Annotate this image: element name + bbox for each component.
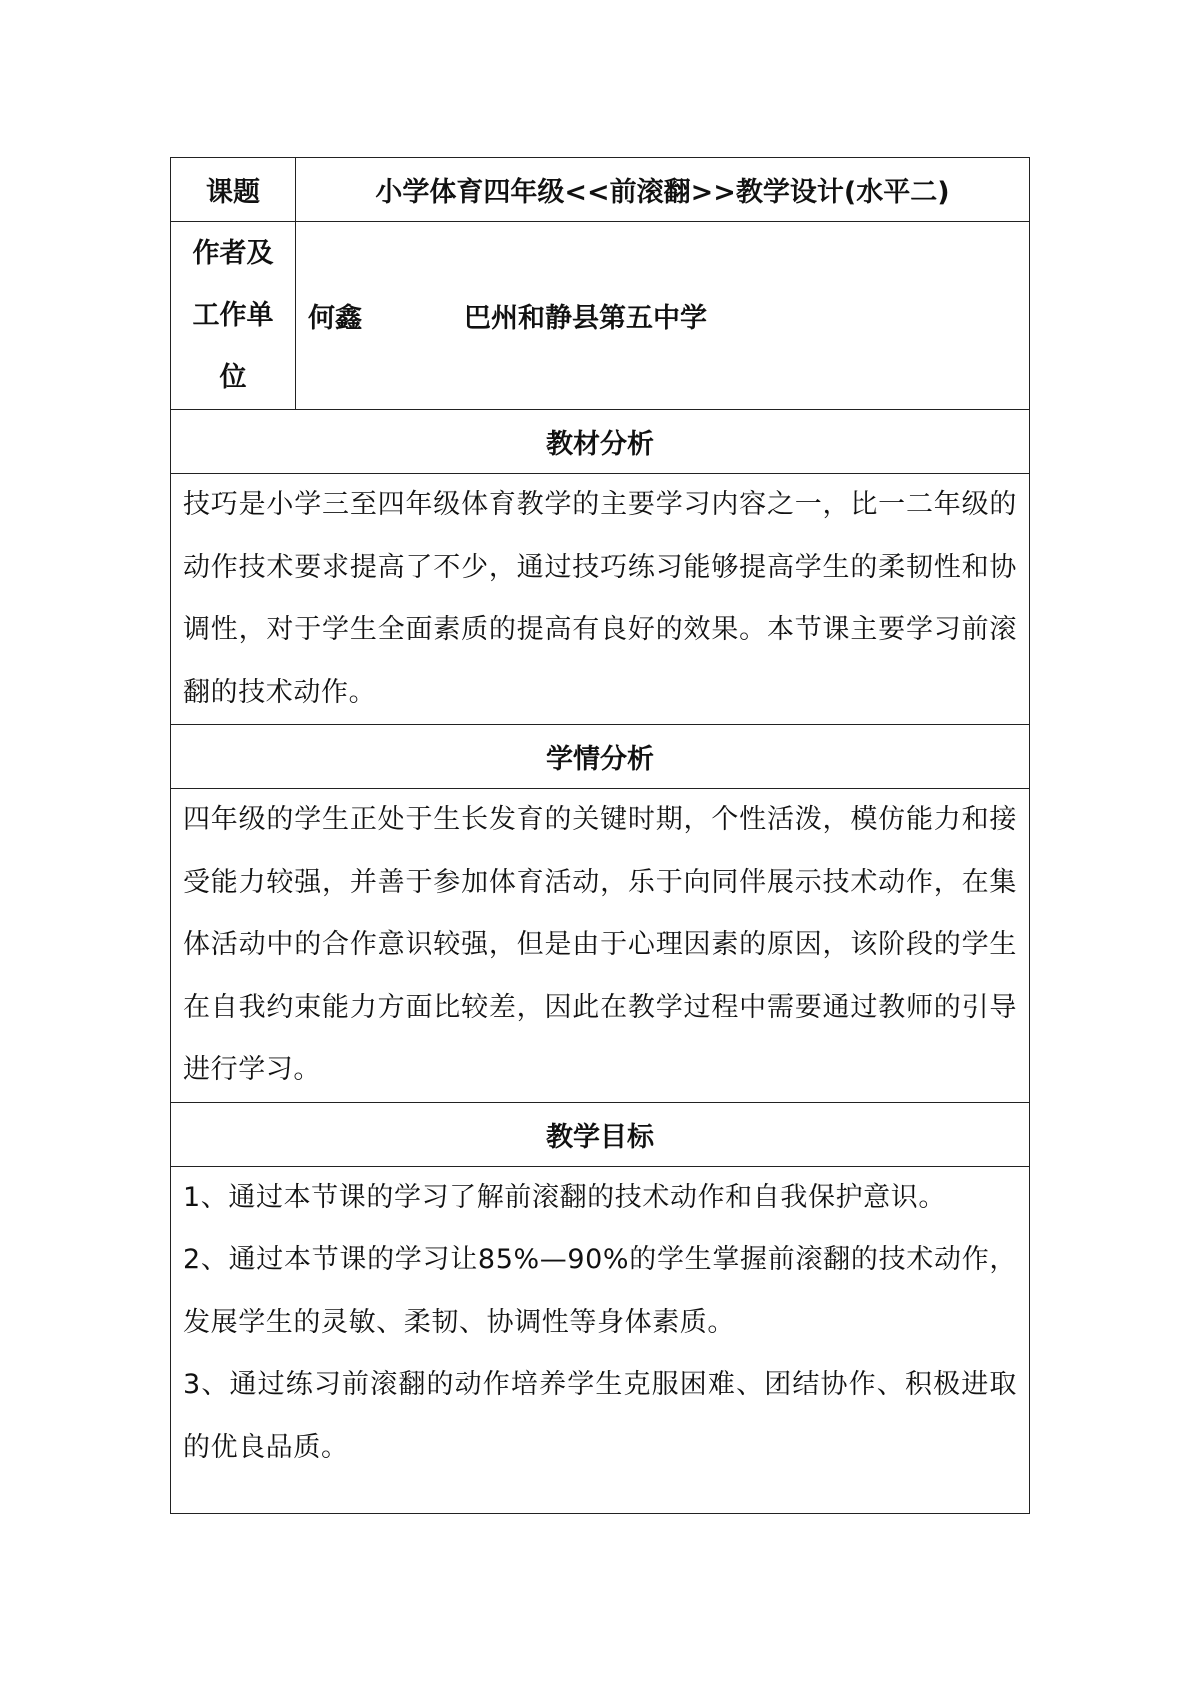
author-label-line-1: 作者及	[192, 237, 274, 269]
topic-label: 课题	[171, 158, 296, 222]
author-value	[296, 222, 1030, 410]
goals-body-row	[171, 1166, 1030, 1514]
author-label-line-2: 工作单	[192, 299, 274, 331]
goal-item-1: 1、通过本节课的学习了解前滚翻的技术动作和自我保护意识。	[183, 1181, 946, 1213]
students-heading-row	[171, 725, 1030, 789]
goals-heading: 教学目标	[171, 1102, 1030, 1166]
author-name: 何鑫	[308, 303, 362, 334]
goals-list	[171, 1166, 1030, 1514]
author-unit: 巴州和静县第五中学	[464, 303, 707, 334]
author-label	[171, 222, 296, 410]
topic-value: 小学体育四年级<<前滚翻>>教学设计(水平二)	[296, 158, 1030, 222]
material-heading-row	[171, 410, 1030, 474]
students-body-row	[171, 789, 1030, 1103]
goals-heading-row	[171, 1102, 1030, 1166]
lesson-plan-table	[170, 157, 1030, 1514]
goal-item-2: 2、通过本节课的学习让85%—90%的学生掌握前滚翻的技术动作，发展学生的灵敏、柔韧、协调性等身体素质。	[183, 1244, 1017, 1338]
material-text: 技巧是小学三至四年级体育教学的主要学习内容之一，比一二年级的动作技术要求提高了不少，通过技巧练习能够提高学生的柔韧性和协调性，对于学生全面素质的提高有良好的效果。本节课主要学习前滚翻的技术动作。	[171, 474, 1030, 725]
author-label-line-3: 位	[219, 361, 247, 393]
goal-item-3: 3、通过练习前滚翻的动作培养学生克服困难、团结协作、积极进取的优良品质。	[183, 1369, 1017, 1463]
students-heading: 学情分析	[171, 725, 1030, 789]
material-heading: 教材分析	[171, 410, 1030, 474]
author-row	[171, 222, 1030, 410]
students-text: 四年级的学生正处于生长发育的关键时期，个性活泼，模仿能力和接受能力较强，并善于参加体育活动，乐于向同伴展示技术动作，在集体活动中的合作意识较强，但是由于心理因素的原因，该阶段的学生在自我约束能力方面比较差，因此在教学过程中需要通过教师的引导进行学习。	[171, 789, 1030, 1103]
material-body-row	[171, 474, 1030, 725]
topic-row	[171, 158, 1030, 222]
